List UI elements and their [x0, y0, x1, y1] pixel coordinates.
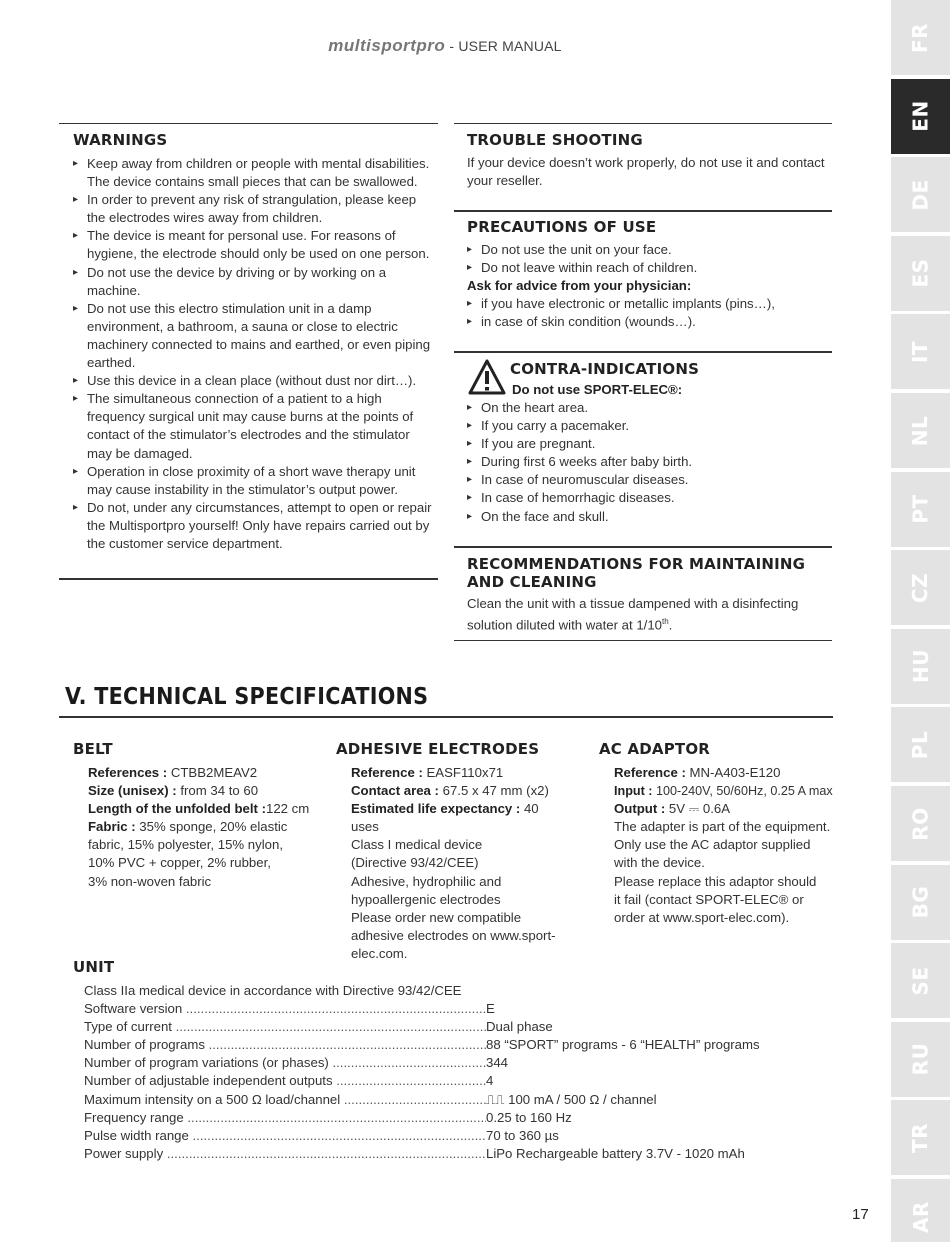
advice-label: Ask for advice from your physician:: [467, 278, 692, 294]
spec-value: E: [486, 1001, 495, 1017]
spec-row: [84, 1054, 760, 1072]
lang-tab-cz[interactable]: [891, 550, 950, 625]
lang-tab-label: NL: [908, 415, 933, 446]
unit-table: [84, 982, 760, 1163]
lang-tab-nl[interactable]: [891, 393, 950, 468]
spec-value: ⎍⎍ 100 mA / 500 Ω / channel: [486, 1091, 657, 1107]
page-header: [0, 36, 890, 56]
list-item: ▸ Do not leave within reach of children.: [467, 259, 827, 277]
spec-label: Number of programs .....: [84, 1036, 486, 1054]
recommend-text: [467, 595, 827, 635]
recommend-title-line1: RECOMMENDATIONS FOR MAINTAINING: [467, 555, 806, 573]
header-suffix: - USER MANUAL: [449, 38, 562, 54]
lang-tab-es[interactable]: [891, 236, 950, 311]
lang-tab-se[interactable]: [891, 943, 950, 1018]
belt-length-label: Length of the unfolded belt :: [88, 801, 266, 817]
advice-list: [467, 295, 827, 331]
electrodes-contact-value: 67.5 x 47 mm (x2): [438, 783, 549, 799]
recommend-section: [467, 555, 827, 635]
recommend-text-end: .: [668, 617, 673, 633]
divider: [454, 210, 832, 212]
electrodes-life-label: Estimated life expectancy :: [351, 801, 521, 817]
belt-size-value: from 34 to 60: [176, 783, 259, 799]
list-item: ▸ On the face and skull.: [467, 508, 827, 526]
lang-tab-fr[interactable]: [891, 0, 950, 75]
electrodes-ref-label: Reference :: [351, 765, 423, 780]
spec-label: Number of program variations (or phases) .....: [84, 1054, 486, 1072]
spec-value: 344: [486, 1055, 509, 1071]
list-item: ▸ In order to prevent any risk of strangulation, please keep the electrodes wires away from children.: [73, 191, 433, 227]
brand-logo: multisportpro: [328, 36, 446, 55]
lang-tab-hu[interactable]: [891, 629, 950, 704]
recommend-title-line2: AND CLEANING: [467, 573, 597, 591]
lang-tab-ar[interactable]: [891, 1179, 950, 1242]
unit-intro: Class IIa medical device in accordance with Directive 93/42/CEE: [84, 983, 462, 998]
electrodes-ref-value: EASF110x71: [422, 765, 504, 780]
adaptor-output-label: Output :: [614, 801, 666, 817]
spec-row: [84, 1109, 760, 1127]
contra-title: CONTRA-INDICATIONS: [510, 360, 700, 378]
lang-tab-label: BG: [908, 885, 933, 919]
trouble-section: [467, 131, 827, 190]
divider: [59, 578, 438, 580]
electrodes-contact-label: Contact area :: [351, 783, 439, 799]
lang-tab-label: SE: [908, 966, 933, 996]
adaptor-ref-label: Reference :: [614, 765, 686, 780]
lang-tab-de[interactable]: [891, 157, 950, 232]
list-item: ▸ In case of hemorrhagic diseases.: [467, 489, 827, 507]
tech-specs-title: V. TECHNICAL SPECIFICATIONS: [65, 684, 429, 710]
adaptor-note: The adapter is part of the equipment. Only use the AC adaptor supplied with the device.: [614, 819, 831, 871]
lang-tab-label: RU: [908, 1042, 933, 1076]
adaptor-spec: [599, 740, 839, 927]
spec-row: [84, 1145, 760, 1163]
contra-list: [467, 399, 827, 526]
spec-value: LiPo Rechargeable battery 3.7V - 1020 mAh: [486, 1145, 745, 1161]
spec-row: [84, 1127, 760, 1145]
lang-tab-label: CZ: [908, 572, 933, 603]
spec-value: 4: [486, 1073, 494, 1089]
divider: [454, 123, 832, 124]
spec-row: [84, 1091, 760, 1109]
lang-tab-label: ES: [908, 258, 933, 288]
belt-fabric-value: 35% sponge, 20% elastic fabric, 15% polyester, 15% nylon, 10% PVC + copper, 2% rubber, 3% non-woven fabric: [88, 819, 288, 889]
trouble-text: If your device doesn’t work properly, do not use it and contact your reseller.: [467, 155, 825, 189]
warnings-title: WARNINGS: [73, 131, 168, 149]
spec-row: [84, 1036, 760, 1054]
lang-tab-pt[interactable]: [891, 472, 950, 547]
lang-tab-it[interactable]: [891, 314, 950, 389]
contra-section: [467, 357, 827, 526]
lang-tab-label: DE: [908, 179, 933, 211]
warnings-section: [73, 131, 433, 553]
belt-spec: [73, 740, 323, 891]
lang-tab-label: IT: [908, 340, 933, 363]
adaptor-replace: Please replace this adaptor should it fail (contact SPORT-ELEC® or order at www.sport-elec.com).: [614, 873, 817, 925]
electrodes-order: Please order new compatible adhesive electrodes on www.sport-elec.com.: [351, 909, 556, 961]
precautions-title: PRECAUTIONS OF USE: [467, 218, 657, 236]
belt-ref-value: CTBB2MEAV2: [167, 765, 258, 780]
lang-tab-label: FR: [908, 22, 933, 53]
adaptor-output-value: 5V ⎓ 0.6A: [665, 801, 731, 817]
adaptor-input-label: Input :: [614, 784, 653, 799]
contra-subtitle: Do not use SPORT-ELEC®:: [512, 382, 683, 397]
precautions-list: [467, 241, 827, 277]
electrodes-spec: [336, 740, 586, 963]
electrodes-class: Class I medical device (Directive 93/42/CEE): [351, 837, 483, 871]
warning-triangle-icon: [467, 358, 507, 396]
spec-value: 70 to 360 µs: [486, 1127, 559, 1143]
list-item: ▸ If you are pregnant.: [467, 435, 827, 453]
lang-tab-label: HU: [908, 649, 933, 684]
spec-row: [84, 1000, 760, 1018]
spec-label: Type of current .....: [84, 1018, 486, 1036]
electrodes-adhesive: Adhesive, hydrophilic and hypoallergenic electrodes: [351, 873, 502, 907]
belt-fabric-label: Fabric :: [88, 819, 136, 835]
belt-ref-label: References :: [88, 765, 168, 780]
lang-tab-bg[interactable]: [891, 865, 950, 940]
list-item: ▸ Do not use the device by driving or by working on a machine.: [73, 264, 433, 300]
lang-tab-ru[interactable]: [891, 1022, 950, 1097]
divider: [59, 123, 438, 124]
list-item: ▸ if you have electronic or metallic implants (pins…),: [467, 295, 827, 313]
page-number: 17: [852, 1206, 869, 1223]
warnings-list: [73, 155, 433, 553]
spec-value: 88 “SPORT” programs - 6 “HEALTH” programs: [486, 1037, 760, 1053]
adaptor-ref-value: MN-A403-E120: [685, 765, 781, 780]
spec-label: Power supply .....: [84, 1145, 486, 1163]
divider: [454, 546, 832, 548]
belt-title: BELT: [73, 740, 113, 758]
unit-title: UNIT: [73, 958, 115, 976]
language-tabs: [891, 0, 950, 1242]
divider: [454, 351, 832, 353]
lang-tab-ro[interactable]: [891, 786, 950, 861]
lang-tab-en[interactable]: [891, 79, 950, 154]
lang-tab-pl[interactable]: [891, 707, 950, 782]
list-item: ▸ Operation in close proximity of a short wave therapy unit may cause instability in the stimulator’s output power.: [73, 463, 433, 499]
lang-tab-label: PL: [908, 730, 933, 760]
list-item: ▸ On the heart area.: [467, 399, 827, 417]
recommend-text-sup: th: [662, 617, 669, 627]
list-item: ▸ The simultaneous connection of a patient to a high frequency surgical unit may cause burns at the points of contact of the stimulator’s electrodes and the stimulator may be damaged.: [73, 390, 433, 462]
recommend-text-body: Clean the unit with a tissue dampened with a disinfecting solution diluted with water at 1/10: [467, 596, 799, 633]
spec-label: Maximum intensity on a 500 Ω load/channel .....: [84, 1091, 486, 1109]
spec-value: Dual phase: [486, 1019, 553, 1035]
belt-length-value: 122 cm: [266, 801, 310, 817]
spec-label: Number of adjustable independent outputs .....: [84, 1072, 486, 1090]
adaptor-title: AC ADAPTOR: [599, 740, 711, 758]
list-item: ▸ in case of skin condition (wounds…).: [467, 313, 827, 331]
lang-tab-label: EN: [908, 100, 933, 132]
electrodes-title: ADHESIVE ELECTRODES: [336, 740, 540, 758]
spec-row: [84, 1018, 760, 1036]
list-item: ▸ Keep away from children or people with mental disabilities. The device contains small pieces that can be swallowed.: [73, 155, 433, 191]
divider: [59, 716, 833, 718]
lang-tab-label: AR: [908, 1200, 933, 1233]
lang-tab-label: RO: [908, 806, 933, 841]
list-item: ▸ Do not, under any circumstances, attempt to open or repair the Multisportpro yourself! Only have repairs carried out by the customer service department.: [73, 499, 433, 553]
electrodes-life-value: 40 uses: [351, 801, 539, 835]
spec-value: 0.25 to 160 Hz: [486, 1109, 572, 1125]
unit-section: [73, 958, 114, 976]
trouble-title: TROUBLE SHOOTING: [467, 131, 643, 149]
spec-label: Pulse width range .....: [84, 1127, 486, 1145]
list-item: ▸ In case of neuromuscular diseases.: [467, 471, 827, 489]
spec-row: [84, 1072, 760, 1090]
lang-tab-tr[interactable]: [891, 1100, 950, 1175]
spec-label: Frequency range .....: [84, 1109, 486, 1127]
lang-tab-label: PT: [908, 494, 933, 524]
list-item: ▸ If you carry a pacemaker.: [467, 417, 827, 435]
divider: [454, 640, 832, 641]
lang-tab-label: TR: [908, 1122, 933, 1153]
adaptor-input-value: 100-240V, 50/60Hz, 0.25 A max: [652, 784, 833, 799]
list-item: ▸ Do not use the unit on your face.: [467, 241, 827, 259]
belt-size-label: Size (unisex) :: [88, 783, 177, 799]
list-item: ▸ Use this device in a clean place (without dust nor dirt…).: [73, 372, 433, 390]
precautions-section: [467, 218, 827, 331]
list-item: ▸ The device is meant for personal use. For reasons of hygiene, the electrode should only be used on one person.: [73, 227, 433, 263]
spec-label: Software version .....: [84, 1000, 486, 1018]
list-item: ▸ During first 6 weeks after baby birth.: [467, 453, 827, 471]
list-item: ▸ Do not use this electro stimulation unit in a damp environment, a bathroom, a sauna or close to electric machinery connected to mains and earthed, or even piping earthed.: [73, 300, 433, 372]
